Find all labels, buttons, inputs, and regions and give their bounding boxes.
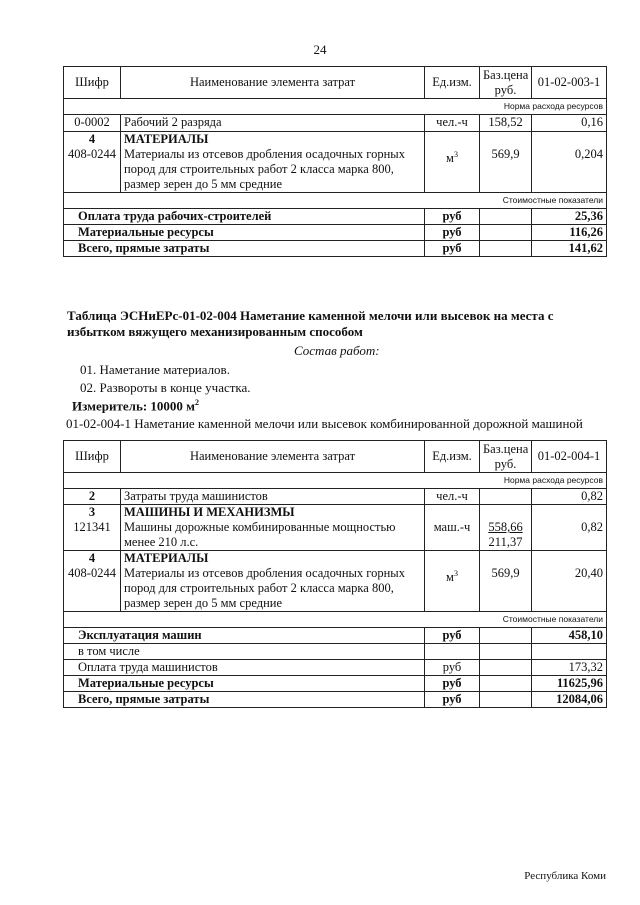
cost-label: Стоимостные показатели bbox=[64, 612, 607, 628]
summary-row: Оплата труда машинистов руб 173,32 bbox=[64, 660, 607, 676]
table-row: 2 Затраты труда машинистов чел.-ч 0,82 bbox=[64, 489, 607, 505]
header-code: Шифр bbox=[64, 67, 121, 99]
header-unit: Ед.изм. bbox=[425, 67, 480, 99]
header-price: Баз.цена руб. bbox=[480, 67, 532, 99]
header-unit: Ед.изм. bbox=[425, 441, 480, 473]
summary-row: Всего, прямые затраты руб 12084,06 bbox=[64, 692, 607, 708]
summary-row: Эксплуатация машин руб 458,10 bbox=[64, 628, 607, 644]
work-step-1: 01. Наметание материалов. bbox=[80, 362, 230, 377]
summary-row: Всего, прямые затраты руб 141,62 bbox=[64, 241, 607, 257]
table-row: 0-0002 Рабочий 2 разряда чел.-ч 158,52 0,16 bbox=[64, 115, 607, 132]
norm-label: Норма расхода ресурсов bbox=[64, 473, 607, 489]
table-row: 4 408-0244 МАТЕРИАЛЫ Материалы из отсевов дробления осадочных горных пород для строительных работ 2 класса марка 800, размер зерен до 5 мм средние $м^3$ 569,9 20,40 bbox=[64, 551, 607, 612]
summary-row: в том числе bbox=[64, 644, 607, 660]
item-description: 01-02-004-1 Наметание каменной мелочи или высевок комбинированной дорожной машиной bbox=[66, 416, 583, 431]
meter-label: Измеритель: 10000 $м^2$ bbox=[72, 398, 200, 414]
work-step-2: 02. Развороты в конце участка. bbox=[80, 380, 251, 395]
header-code: Шифр bbox=[64, 441, 121, 473]
cost-label: Стоимостные показатели bbox=[64, 193, 607, 209]
header-name: Наименование элемента затрат bbox=[121, 67, 425, 99]
summary-row: Материальные ресурсы руб 116,26 bbox=[64, 225, 607, 241]
table-row: 4 408-0244 МАТЕРИАЛЫ Материалы из отсевов дробления осадочных горных пород для строительных работ 2 класса марка 800, размер зерен до 5 мм средние $м^3$ 569,9 0,204 bbox=[64, 132, 607, 193]
header-price: Баз.цена руб. bbox=[480, 441, 532, 473]
header-name: Наименование элемента затрат bbox=[121, 441, 425, 473]
resource-table-2 bbox=[63, 440, 607, 708]
page-number: 24 bbox=[313, 42, 327, 57]
summary-row: Материальные ресурсы руб 11625,96 bbox=[64, 676, 607, 692]
table-title-line1: Таблица ЭСНиЕРс-01-02-004 Наметание каменной мелочи или высевок на места с bbox=[67, 308, 554, 323]
norm-label: Норма расхода ресурсов bbox=[64, 99, 607, 115]
header-rate-code: 01-02-004-1 bbox=[532, 441, 607, 473]
header-rate-code: 01-02-003-1 bbox=[532, 67, 607, 99]
table-title-line2: избытком вяжущего механизированным способом bbox=[67, 324, 363, 339]
resource-table-1 bbox=[63, 66, 607, 257]
summary-row: Оплата труда рабочих-строителей руб 25,36 bbox=[64, 209, 607, 225]
footer-region: Республика Коми bbox=[524, 870, 606, 882]
composition-label: Состав работ: bbox=[294, 343, 380, 358]
table-row: 3 121341 МАШИНЫ И МЕХАНИЗМЫ Машины дорожные комбинированные мощностью менее 210 л.с. маш.-ч 558,66 211,37 0,82 bbox=[64, 505, 607, 551]
